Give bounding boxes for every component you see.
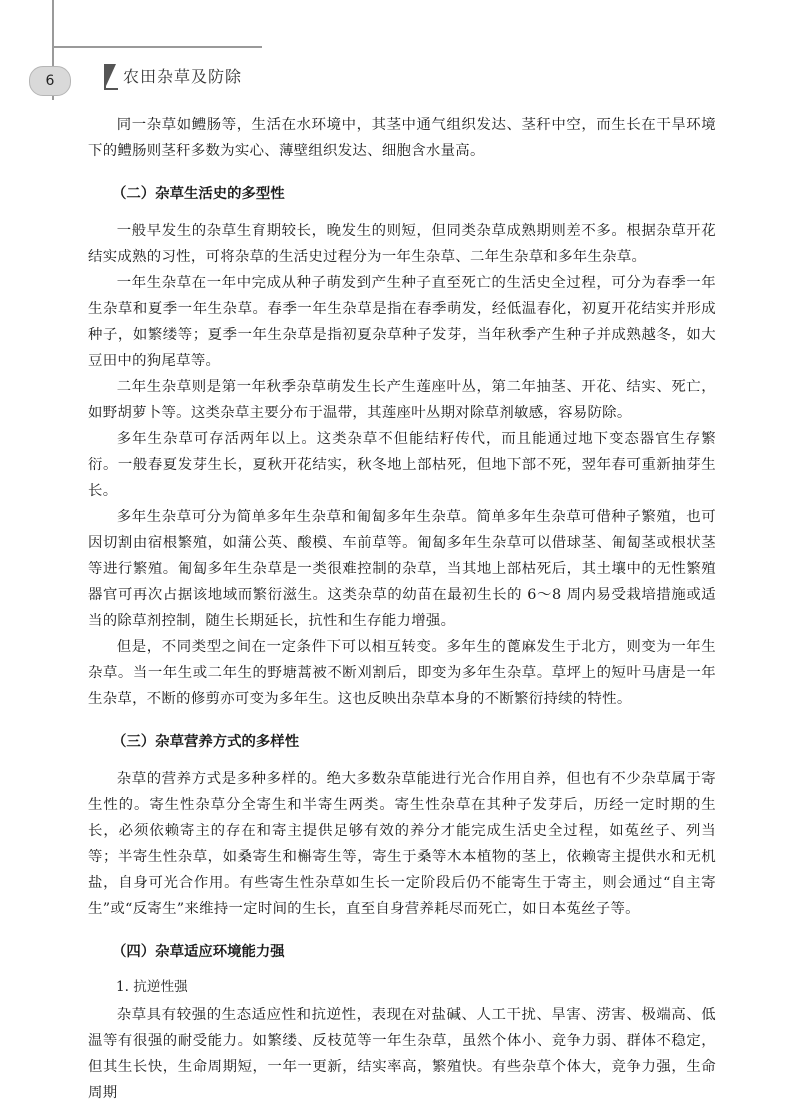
paragraph: 但是，不同类型之间在一定条件下可以相互转变。多年生的蓖麻发生于北方，则变为一年生杂草。当一年生或二年生的野塘蒿被不断刈割后，即变为多年生杂草。草坪上的短叶马唐是一年生杂草，不断的修剪亦可变为多年生。这也反映出杂草本身的不断繁衍持续的特性。 <box>88 639 716 707</box>
running-header-title: 农田杂草及防除 <box>123 67 243 86</box>
section-heading: （二）杂草生活史的多型性 <box>112 186 285 202</box>
paragraph: 同一杂草如鳢肠等，生活在水环境中，其茎中通气组织发达、茎秆中空，而生长在干旱环境下的鳢肠则茎秆多数为实心、薄壁组织发达、细胞含水量高。 <box>88 117 716 159</box>
header-corner-mark-icon <box>104 64 118 90</box>
section-heading: （三）杂草营养方式的多样性 <box>112 734 300 750</box>
page-body <box>88 112 716 1106</box>
section-heading: （四）杂草适应环境能力强 <box>112 944 285 960</box>
paragraph: 一般早发生的杂草生育期较长，晚发生的则短，但同类杂草成熟期则差不多。根据杂草开花结实成熟的习性，可将杂草的生活史过程分为一年生杂草、二年生杂草和多年生杂草。 <box>88 223 716 265</box>
subsection-heading: 1. 抗逆性强 <box>116 979 188 995</box>
paragraph: 一年生杂草在一年中完成从种子萌发到产生种子直至死亡的生活史全过程，可分为春季一年生杂草和夏季一年生杂草。春季一年生杂草是指在春季萌发，经低温春化，初夏开花结实并形成种子，如繁缕等；夏季一年生杂草是指初夏杂草种子发芽，当年秋季产生种子并成熟越冬，如大豆田中的狗尾草等。 <box>88 275 716 369</box>
paragraph: 杂草的营养方式是多种多样的。绝大多数杂草能进行光合作用自养，但也有不少杂草属于寄生性的。寄生性杂草分全寄生和半寄生两类。寄生性杂草在其种子发芽后，历经一定时期的生长，必须依赖寄主的存在和寄主提供足够有效的养分才能完成生活史全过程，如菟丝子、列当等；半寄生性杂草，如桑寄生和槲寄生等，寄生于桑等木本植物的茎上，依赖寄主提供水和无机盐，自身可光合作用。有些寄生性杂草如生长一定阶段后仍不能寄生于寄主，则会通过“自主寄生”或“反寄生”来维持一定时间的生长，直至自身营养耗尽而死亡，如日本菟丝子等。 <box>88 771 716 917</box>
header-horizontal-rule <box>52 46 262 48</box>
paragraph: 杂草具有较强的生态适应性和抗逆性，表现在对盐碱、人工干扰、旱害、涝害、极端高、低温等有很强的耐受能力。如繁缕、反枝苋等一年生杂草，虽然个体小、竞争力弱、群体不稳定，但其生长快，生命周期短，一年一更新，结实率高，繁殖快。有些杂草个体大，竞争力强，生命周期 <box>88 1007 716 1101</box>
paragraph: 多年生杂草可分为简单多年生杂草和匍匐多年生杂草。简单多年生杂草可借种子繁殖，也可因切割由宿根繁殖，如蒲公英、酸模、车前草等。匍匐多年生杂草可以借球茎、匍匐茎或根状茎等进行繁殖。匍匐多年生杂草是一类很难控制的杂草，当其地上部枯死后，其土壤中的无性繁殖器官可再次占据该地域而繁衍滋生。这类杂草的幼苗在最初生长的 6～8 周内易受栽培措施或适当的除草剂控制，随生长期延长，抗性和生存能力增强。 <box>88 509 716 629</box>
page-number: 6 <box>29 66 71 96</box>
paragraph: 二年生杂草则是第一年秋季杂草萌发生长产生莲座叶丛，第二年抽茎、开花、结实、死亡，如野胡萝卜等。这类杂草主要分布于温带，其莲座叶丛期对除草剂敏感，容易防除。 <box>88 379 716 421</box>
paragraph: 多年生杂草可存活两年以上。这类杂草不但能结籽传代，而且能通过地下变态器官生存繁衍。一般春夏发芽生长，夏秋开花结实，秋冬地上部枯死，但地下部不死，翌年春可重新抽芽生长。 <box>88 431 716 499</box>
